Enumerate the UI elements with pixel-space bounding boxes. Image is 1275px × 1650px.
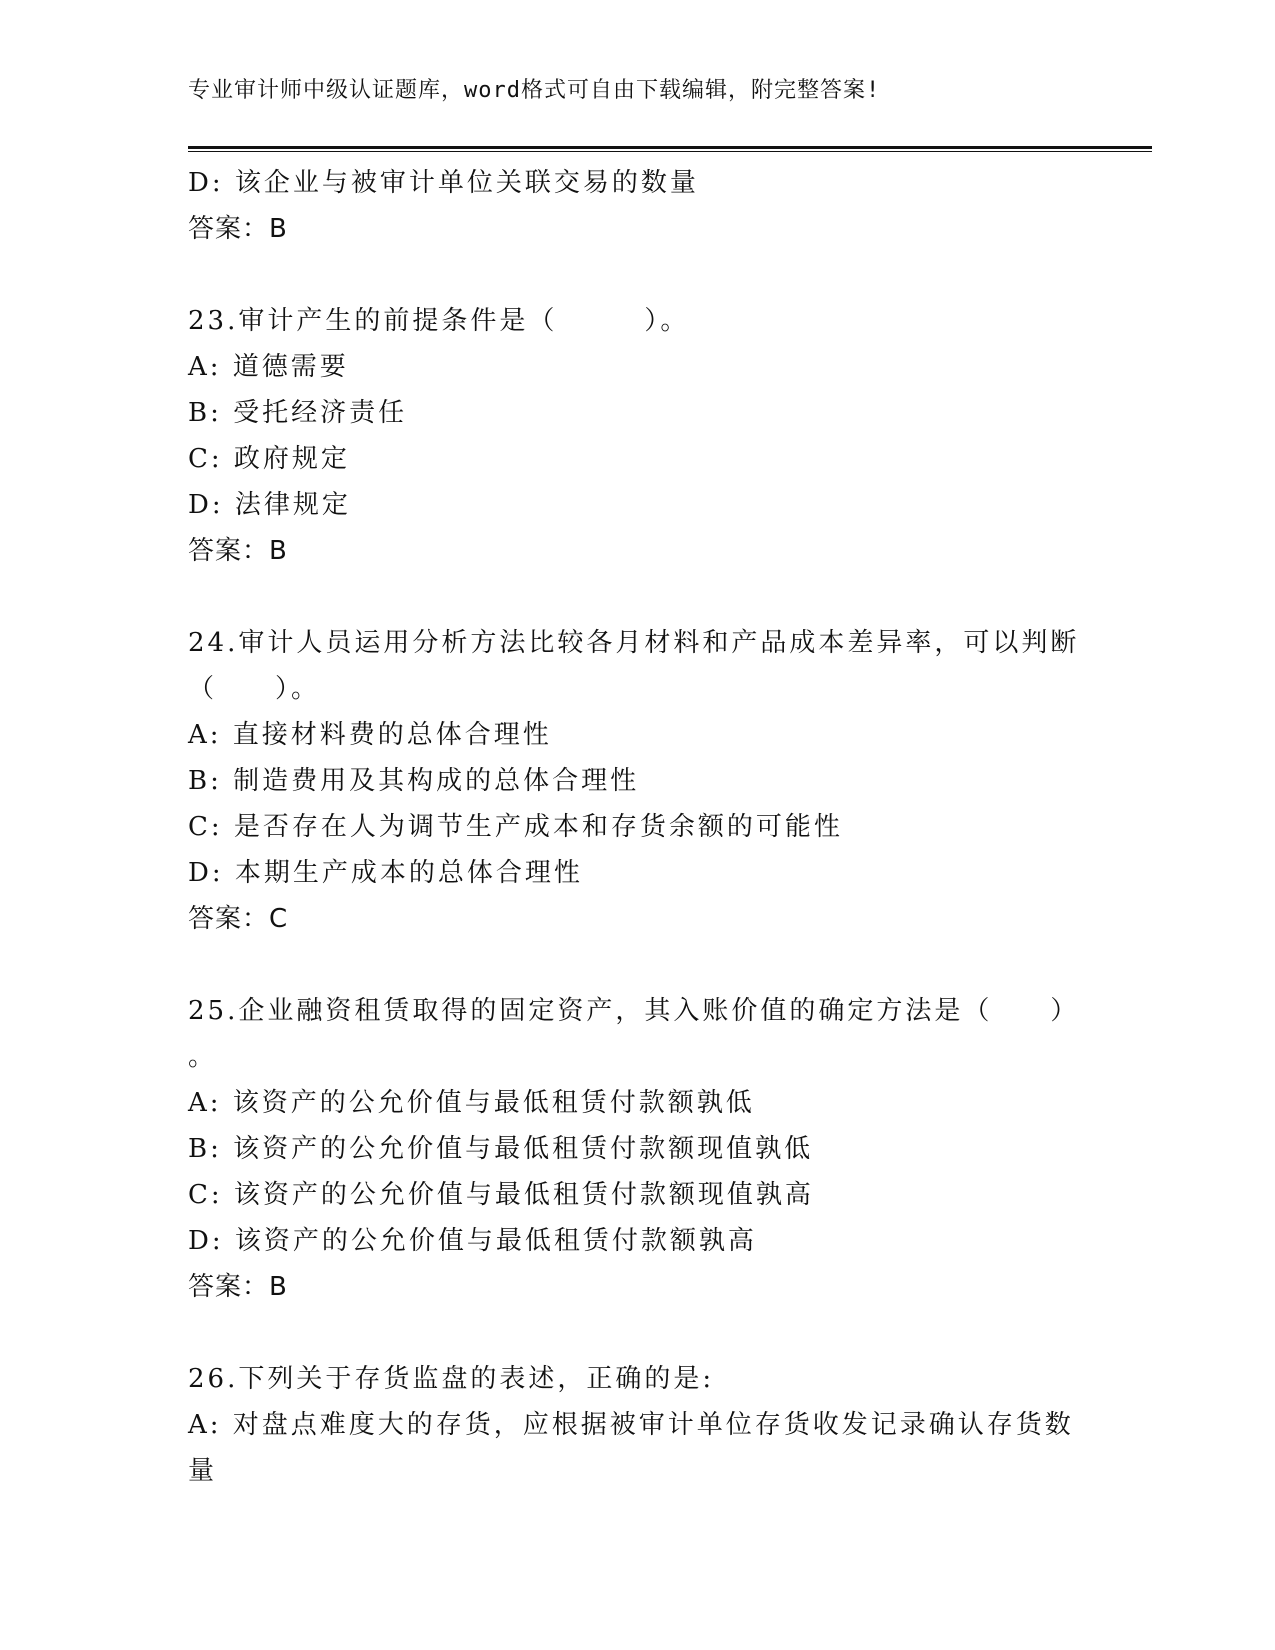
option-a: A: 道德需要 xyxy=(188,352,349,382)
option-b: B: 该资产的公允价值与最低租赁付款额现值孰低 xyxy=(188,1134,814,1164)
question-stem-continued: （ ）。 xyxy=(188,674,321,704)
carryover-answer: 答案：B xyxy=(188,214,288,244)
answer: 答案：B xyxy=(188,1272,288,1302)
option-d: D: 法律规定 xyxy=(188,490,351,520)
header-divider xyxy=(188,146,1152,152)
option-c: C: 政府规定 xyxy=(188,444,350,474)
question-stem: 24.审计人员运用分析方法比较各月材料和产品成本差异率，可以判断 xyxy=(188,628,1080,658)
question-26 xyxy=(188,1356,1088,1494)
spacer xyxy=(188,1310,1088,1356)
option-d: D: 该资产的公允价值与最低租赁付款额孰高 xyxy=(188,1226,757,1256)
option-a: A: 该资产的公允价值与最低租赁付款额孰低 xyxy=(188,1088,755,1118)
page-header: 专业审计师中级认证题库，word格式可自由下载编辑，附完整答案! xyxy=(188,78,881,103)
answer: 答案：C xyxy=(188,904,289,934)
question-stem: 25.企业融资租赁取得的固定资产，其入账价值的确定方法是（ ） xyxy=(188,996,1080,1026)
spacer xyxy=(188,942,1088,988)
question-24 xyxy=(188,620,1088,942)
carryover-option-d: D: 该企业与被审计单位关联交易的数量 xyxy=(188,168,699,198)
question-stem: 26.下列关于存货监盘的表述，正确的是: xyxy=(188,1364,715,1394)
answer: 答案：B xyxy=(188,536,288,566)
option-b: B: 制造费用及其构成的总体合理性 xyxy=(188,766,640,796)
question-stem-continued: 。 xyxy=(188,1042,218,1072)
option-a-continued: 量 xyxy=(188,1456,218,1486)
question-25 xyxy=(188,988,1088,1310)
option-d: D: 本期生产成本的总体合理性 xyxy=(188,858,583,888)
option-a: A: 对盘点难度大的存货，应根据被审计单位存货收发记录确认存货数 xyxy=(188,1410,1074,1440)
spacer xyxy=(188,574,1088,620)
option-a: A: 直接材料费的总体合理性 xyxy=(188,720,552,750)
question-stem: 23.审计产生的前提条件是（ ）。 xyxy=(188,306,690,336)
spacer xyxy=(188,252,1088,298)
option-c: C: 该资产的公允价值与最低租赁付款额现值孰高 xyxy=(188,1180,814,1210)
question-content xyxy=(188,160,1088,1494)
question-23 xyxy=(188,298,1088,574)
option-b: B: 受托经济责任 xyxy=(188,398,408,428)
option-c: C: 是否存在人为调节生产成本和存货余额的可能性 xyxy=(188,812,843,842)
